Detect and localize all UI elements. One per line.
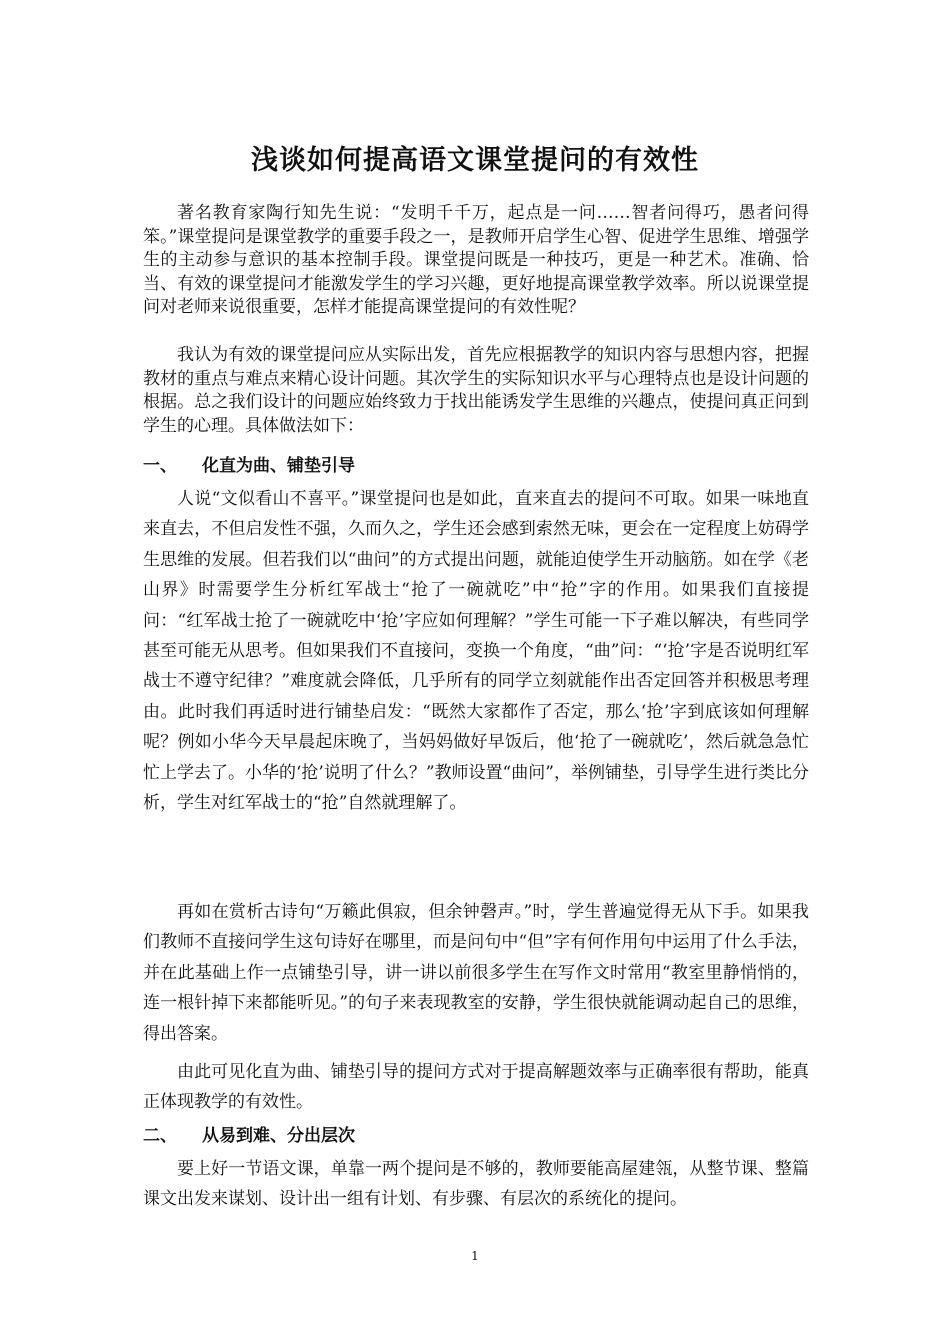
intro-paragraph-2: 我认为有效的课堂提问应从实际出发，首先应根据教学的知识内容与思想内容，把握教材的重点与难点来精心设计问题。其次学生的实际知识水平与心理特点也是设计问题的根据。总之我们设计的问题应始终致力于找出能诱发学生思维的兴趣点，使提问真正问到学生的心理。具体做法如下： bbox=[143, 345, 809, 436]
section-2-paragraph-1: 要上好一节语文课，单靠一两个提问是不够的，教师要能高屋建瓴，从整节课、整篇课文出发来谋划、设计出一组有计划、有步骤、有层次的系统化的提问。 bbox=[143, 1159, 809, 1210]
section-1-paragraph-1: 人说“文似看山不喜平。”课堂提问也是如此，直来直去的提问不可取。如果一味地直来直去，不但启发性不强，久而久之，学生还会感到索然无味，更会在一定程度上妨碍学生思维的发展。但若我们以“曲问”的方式提出问题，就能迫使学生开动脑筋。如在学《老山界》时需要学生分析红军战士“抢了一碗就吃”中“抢”字的作用。如果我们直接提问：“红军战士抢了一碗就吃中‘抢’字应如何理解？”学生可能一下子难以解决，有些同学甚至可能无从思考。但如果我们不直接问，变换一个角度，“曲”问：“‘抢’字是否说明红军战士不遵守纪律？”难度就会降低，几乎所有的同学立刻就能作出否定回答并积极思考理由。此时我们再适时进行铺垫启发：“既然大家都作了否定，那么‘抢’字到底该如何理解呢？例如小华今天早晨起床晚了，当妈妈做好早饭后，他‘抢了一碗就吃’，然后就急急忙忙上学去了。小华的‘抢’说明了什么？”教师设置“曲问”，举例铺垫，引导学生进行类比分析，学生对红军战士的“抢”自然就理解了。 bbox=[143, 489, 809, 814]
section-2-heading-text: 从易到难、分出层次 bbox=[202, 1126, 355, 1146]
intro-paragraph-1: 著名教育家陶行知先生说：“发明千千万，起点是一问……智者问得巧，愚者问得笨。”课堂提问是课堂教学的重要手段之一，是教师开启学生心智、促进学生思维、增强学生的主动参与意识的基本控制手段。课堂提问既是一种技巧，更是一种艺术。准确、恰当、有效的课堂提问才能激发学生的学习兴趣，更好地提高课堂教学效率。所以说课堂提问对老师来说很重要，怎样才能提高课堂提问的有效性呢？ bbox=[143, 203, 809, 318]
page-number: 1 bbox=[471, 1249, 479, 1263]
section-2-number: 二、 bbox=[143, 1126, 177, 1146]
section-2-heading bbox=[143, 1122, 355, 1150]
section-1-heading-text: 化直为曲、铺垫引导 bbox=[202, 456, 355, 476]
section-1-paragraph-2: 再如在赏析古诗句“万籁此俱寂，但余钟磬声。”时，学生普遍觉得无从下手。如果我们教师不直接问学生这句诗好在哪里，而是问句中“但”字有何作用句中运用了什么手法，并在此基础上作一点铺垫引导，讲一讲以前很多学生在写作文时常用“教室里静悄悄的，连一根针掉下来都能听见。”的句子来表现教室的安静，学生很快就能调动起自己的思维，得出答案。 bbox=[143, 902, 809, 1044]
section-1-paragraph-3: 由此可见化直为曲、铺垫引导的提问方式对于提高解题效率与正确率很有帮助，能真正体现教学的有效性。 bbox=[143, 1062, 809, 1113]
section-1-heading bbox=[143, 452, 355, 480]
section-1-number: 一、 bbox=[143, 456, 177, 476]
document-title: 浅谈如何提高语文课堂提问的有效性 bbox=[251, 145, 699, 176]
